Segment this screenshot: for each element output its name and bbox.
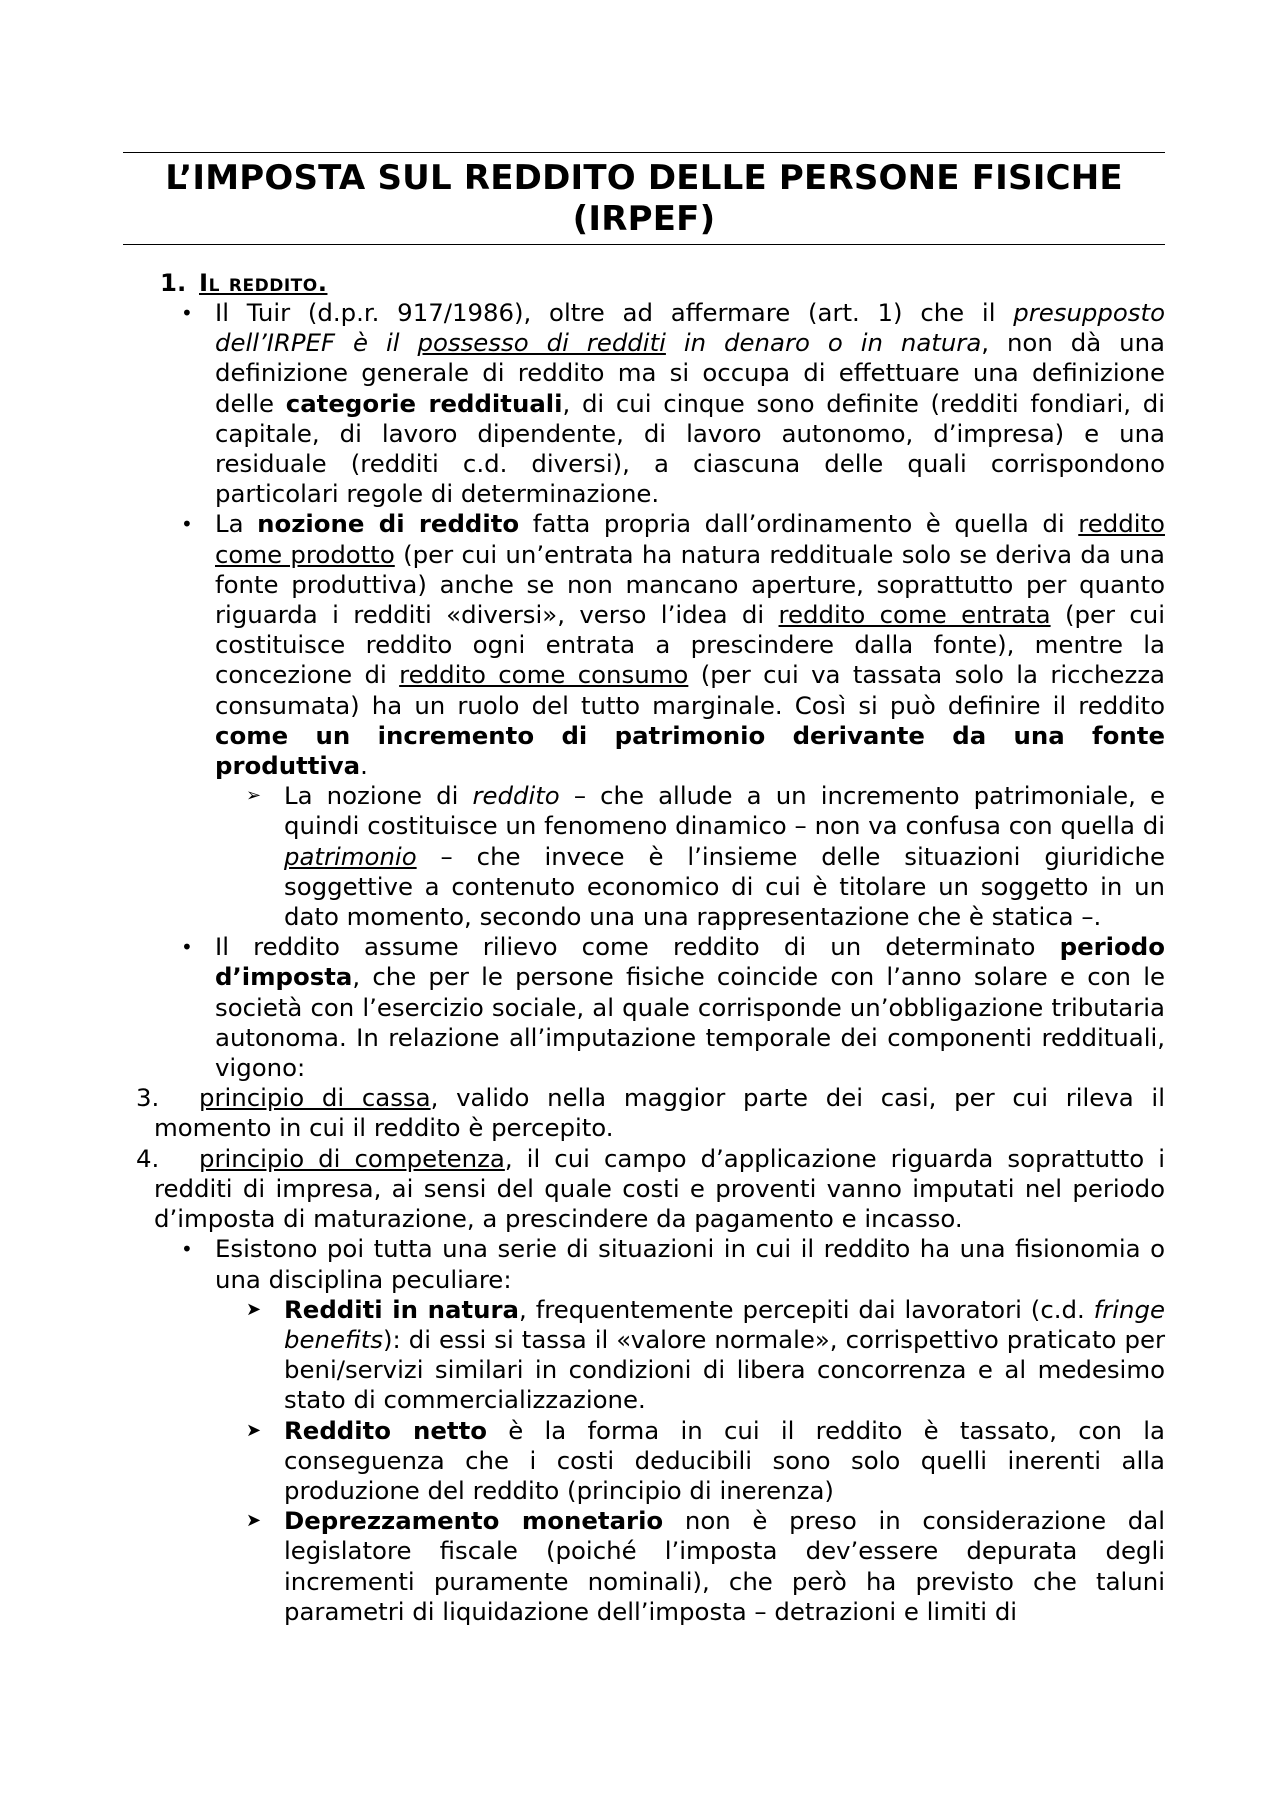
title-line-1: L’IMPOSTA SUL REDDITO DELLE PERSONE FISICHE [165, 158, 1123, 198]
sub-bullet-paragraph: ➤ Redditi in natura, frequentemente percepiti dai lavoratori (c.d. fringe benefits): di essi si tassa il «valore normale», corrispettivo praticato per beni/servizi similari in condizioni di libera concorrenza e al medesimo stato di commercializzazione. [246, 1294, 1165, 1415]
sub-bullet-paragraph: ➢ La nozione di reddito – che allude a un incremento patrimoniale, e quindi costituisce un fenomeno dinamico – non va confusa con quella di patrimonio – che invece è l’insieme delle situazioni giuridiche soggettive a contenuto economico di cui è titolare un soggetto in un dato momento, secondo una una rappresentazione che è statica –. [246, 781, 1165, 932]
section-title: Il reddito. [199, 268, 328, 297]
bullet-paragraph: • Esistono poi tutta una serie di situazioni in cui il reddito ha una fisionomia o una disciplina peculiare: [181, 1234, 1165, 1294]
section-heading [160, 268, 1280, 298]
title-block [123, 152, 1165, 245]
sub-bullet-paragraph: ➤ Reddito netto è la forma in cui il reddito è tassato, con la conseguenza che i costi deducibili sono solo quelli inerenti alla produzione del reddito (principio di inerenza) [246, 1415, 1165, 1505]
list-number: 3. [136, 1083, 160, 1113]
title-line-2: (IRPEF) [572, 199, 716, 239]
bullet-paragraph: • Il reddito assume rilievo come reddito di un determinato periodo d’imposta, che per le persone fisiche coincide con l’anno solare e con le società con l’esercizio sociale, al quale corrisponde un’obbligazione tributaria autonoma. In relazione all’imputazione temporale dei componenti reddituali, vigono: [181, 932, 1165, 1083]
arrow-solid-icon: ➤ [246, 1298, 262, 1320]
bullet-paragraph: • La nozione di reddito fatta propria dall’ordinamento è quella di reddito come prodotto (per cui un’entrata ha natura reddituale solo se deriva da una fonte produttiva) anche se non mancano aperture, soprattutto per quanto riguarda i redditi «diversi», verso l’idea di reddito come entrata (per cui costituisce reddito ogni entrata a prescindere dalla fonte), mentre la concezione di reddito come consumo (per cui va tassata solo la ricchezza consumata) ha un ruolo del tutto marginale. Così si può definire il reddito come un incremento di patrimonio derivante da una fonte produttiva. [181, 509, 1166, 781]
bullet-marker: • [181, 935, 193, 960]
bullet-paragraph: • Il Tuir (d.p.r. 917/1986), oltre ad affermare (art. 1) che il presupposto dell’IRPEF è il possesso di redditi in denaro o in natura, non dà una definizione generale di reddito ma si occupa di effettuare una definizione delle categorie reddituali, di cui cinque sono definite (redditi fondiari, di capitale, di lavoro dipendente, di lavoro autonomo, d’impresa) e una residuale (redditi c.d. diversi), a ciascuna delle quali corrispondono particolari regole di determinazione. [181, 298, 1165, 509]
bullet-marker: • [181, 512, 193, 537]
document-body [0, 268, 1280, 1627]
bullet-marker: • [181, 1237, 193, 1262]
arrow-hollow-icon: ➢ [246, 785, 262, 807]
arrow-solid-icon: ➤ [246, 1419, 262, 1441]
numbered-paragraph: 3. principio di cassa, valido nella maggior parte dei casi, per cui rileva il momento in cui il reddito è percepito. [136, 1083, 1165, 1143]
list-number: 4. [136, 1143, 160, 1173]
bullet-marker: • [181, 301, 193, 325]
document-title [123, 158, 1165, 240]
section-number: 1. [160, 268, 187, 297]
sub-bullet-paragraph: ➤ Deprezzamento monetario non è preso in considerazione dal legislatore fiscale (poiché l’imposta dev’essere depurata degli incrementi puramente nominali), che però ha previsto che taluni parametri di liquidazione dell’imposta – detrazioni e limiti di [246, 1506, 1165, 1626]
arrow-solid-icon: ➤ [246, 1510, 262, 1532]
numbered-paragraph: 4. principio di competenza, il cui campo d’applicazione riguarda soprattutto i redditi di impresa, ai sensi del quale costi e proventi vanno imputati nel periodo d’imposta di maturazione, a prescindere da pagamento e incasso. [136, 1143, 1165, 1234]
